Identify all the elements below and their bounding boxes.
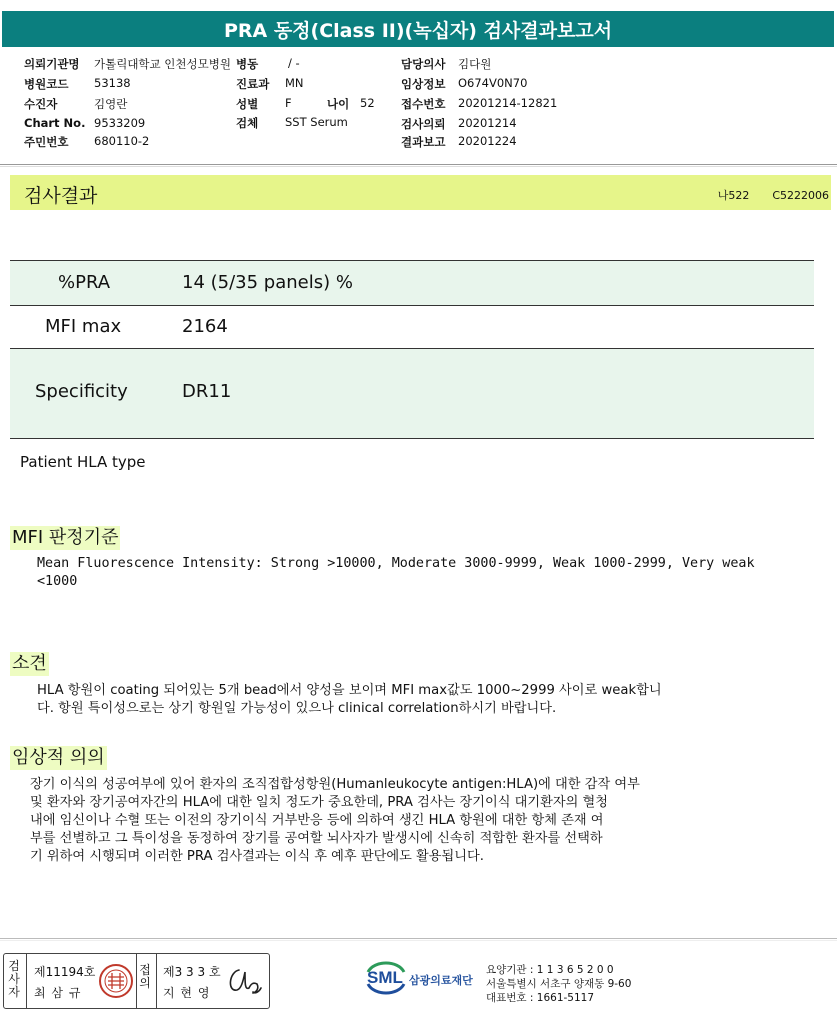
id-label: 주민번호 (24, 135, 69, 149)
mfi-criteria (37, 555, 755, 591)
chart-value: 9533209 (94, 116, 146, 130)
table-row (10, 305, 814, 349)
org-name: 삼광의료재단 (409, 974, 473, 987)
receipt-value: 20201214-12821 (458, 96, 558, 110)
pra-value: 14 (5/35 panels) % (182, 272, 353, 293)
mfi-line: Mean Fluorescence Intensity: Strong >10000, Moderate 3000-9999, Weak 1000-2999, Very weak (37, 556, 755, 571)
seal-stamp-icon (98, 963, 134, 999)
doctor-label: 담당의사 (401, 57, 446, 71)
result-codes (718, 187, 829, 203)
result-header-bar (10, 175, 831, 210)
signature-separator (136, 954, 137, 1008)
significance-heading: 임상적 의의 (12, 747, 105, 768)
code-label: 병원코드 (24, 77, 69, 91)
code-value: 53138 (94, 76, 131, 90)
signature-separator (156, 954, 157, 1008)
sex-label: 성별 (236, 97, 259, 111)
mfi-max-value: 2164 (182, 316, 228, 337)
report-title: PRA 동정(Class II)(녹십자) 검사결과보고서 (2, 11, 834, 47)
significance-line: 기 위하여 시행되며 이러한 PRA 검사결과는 이식 후 예후 판단에도 활용됩니다. (30, 849, 484, 864)
patient-hla-type: Patient HLA type (20, 453, 146, 471)
report-value: 20201224 (458, 134, 517, 148)
id-value: 680110-2 (94, 134, 150, 148)
findings-line: HLA 항원이 coating 되어있는 5개 bead에서 양성을 보이며 MFI max값도 1000~2999 사이로 weak합니 (37, 683, 662, 698)
footer-divider-shadow (0, 940, 837, 941)
signature-separator (26, 954, 27, 1008)
hospital-value: 가톨릭대학교 인천성모병원 (94, 57, 231, 71)
header-divider (0, 164, 837, 165)
phone: 대표번호 : 1661-5117 (486, 992, 595, 1004)
ward-value: / - (288, 56, 300, 70)
address: 서울특별시 서초구 양재동 9-60 (486, 978, 632, 990)
significance-line: 및 환자와 장기공여자간의 HLA에 대한 일치 정도가 중요한데, PRA 검사는 장기이식 대기환자의 혈청 (30, 795, 609, 810)
clinical-value: O674V0N70 (458, 76, 528, 90)
dept-value: MN (285, 76, 304, 90)
mfi-heading: MFI 판정기준 (12, 527, 119, 548)
request-label: 검사의뢰 (401, 117, 446, 131)
signature-box (3, 953, 270, 1009)
patient-label: 수진자 (24, 97, 58, 111)
result-code-2: C5222006 (772, 189, 829, 202)
chart-label: Chart No. (24, 116, 86, 130)
reader-vertical-label: 접 의 (139, 963, 151, 990)
significance-text (30, 776, 640, 866)
table-row (10, 260, 814, 306)
license-number-1: 제11194호 (34, 965, 96, 979)
header-divider-shadow (0, 166, 837, 167)
examiner-vertical-label: 검 사 자 (8, 959, 20, 999)
findings-heading: 소견 (12, 653, 47, 674)
specimen-label: 검체 (236, 116, 259, 130)
report-label: 결과보고 (401, 135, 446, 149)
doctor-value: 김다원 (458, 57, 492, 71)
significance-line: 장기 이식의 성공여부에 있어 환자의 조직접합성항원(Humanleukocyte antigen:HLA)에 대한 감작 여부 (30, 777, 640, 792)
sex-value: F (285, 96, 292, 110)
hospital-label: 의뢰기관명 (24, 57, 80, 71)
mfi-max-key: MFI max (45, 316, 122, 337)
age-label: 나이 (327, 97, 350, 111)
examiner-name-1: 최 삼 규 (34, 986, 82, 1000)
mfi-line: <1000 (37, 574, 78, 589)
ward-label: 병동 (236, 57, 259, 71)
specificity-value: DR11 (182, 381, 232, 402)
clinical-label: 임상정보 (401, 77, 446, 91)
pra-key: %PRA (58, 272, 111, 293)
specimen-value: SST Serum (285, 115, 348, 129)
findings-text (37, 682, 662, 718)
examiner-name-2: 지 현 영 (163, 986, 211, 1000)
receipt-label: 접수번호 (401, 97, 446, 111)
care-code: 요양기관 : 1 1 3 6 5 2 0 0 (486, 964, 614, 976)
table-row (10, 348, 814, 439)
footer-divider (0, 938, 837, 939)
findings-line: 다. 항원 특이성으로는 상기 항원일 가능성이 있으나 clinical correlation하시기 바랍니다. (37, 701, 557, 716)
patient-value: 김영란 (94, 97, 128, 111)
age-value: 52 (360, 96, 375, 110)
sml-logo-text: SML (367, 968, 403, 987)
significance-line: 부를 선별하고 그 특이성을 동정하여 장기를 공여할 뇌사자가 발생시에 신속히 적합한 환자를 선택하 (30, 831, 603, 846)
signature-icon (223, 962, 263, 1000)
specificity-key: Specificity (35, 381, 128, 402)
significance-line: 내에 임신이나 수혈 또는 이전의 장기이식 거부반응 등에 의하여 생긴 HLA 항원에 대한 항체 존재 여 (30, 813, 604, 828)
dept-label: 진료과 (236, 77, 270, 91)
license-number-2: 제3 3 3 호 (163, 965, 221, 979)
result-heading: 검사결과 (24, 185, 98, 207)
result-code-1: 나522 (717, 189, 750, 202)
request-value: 20201214 (458, 116, 517, 130)
